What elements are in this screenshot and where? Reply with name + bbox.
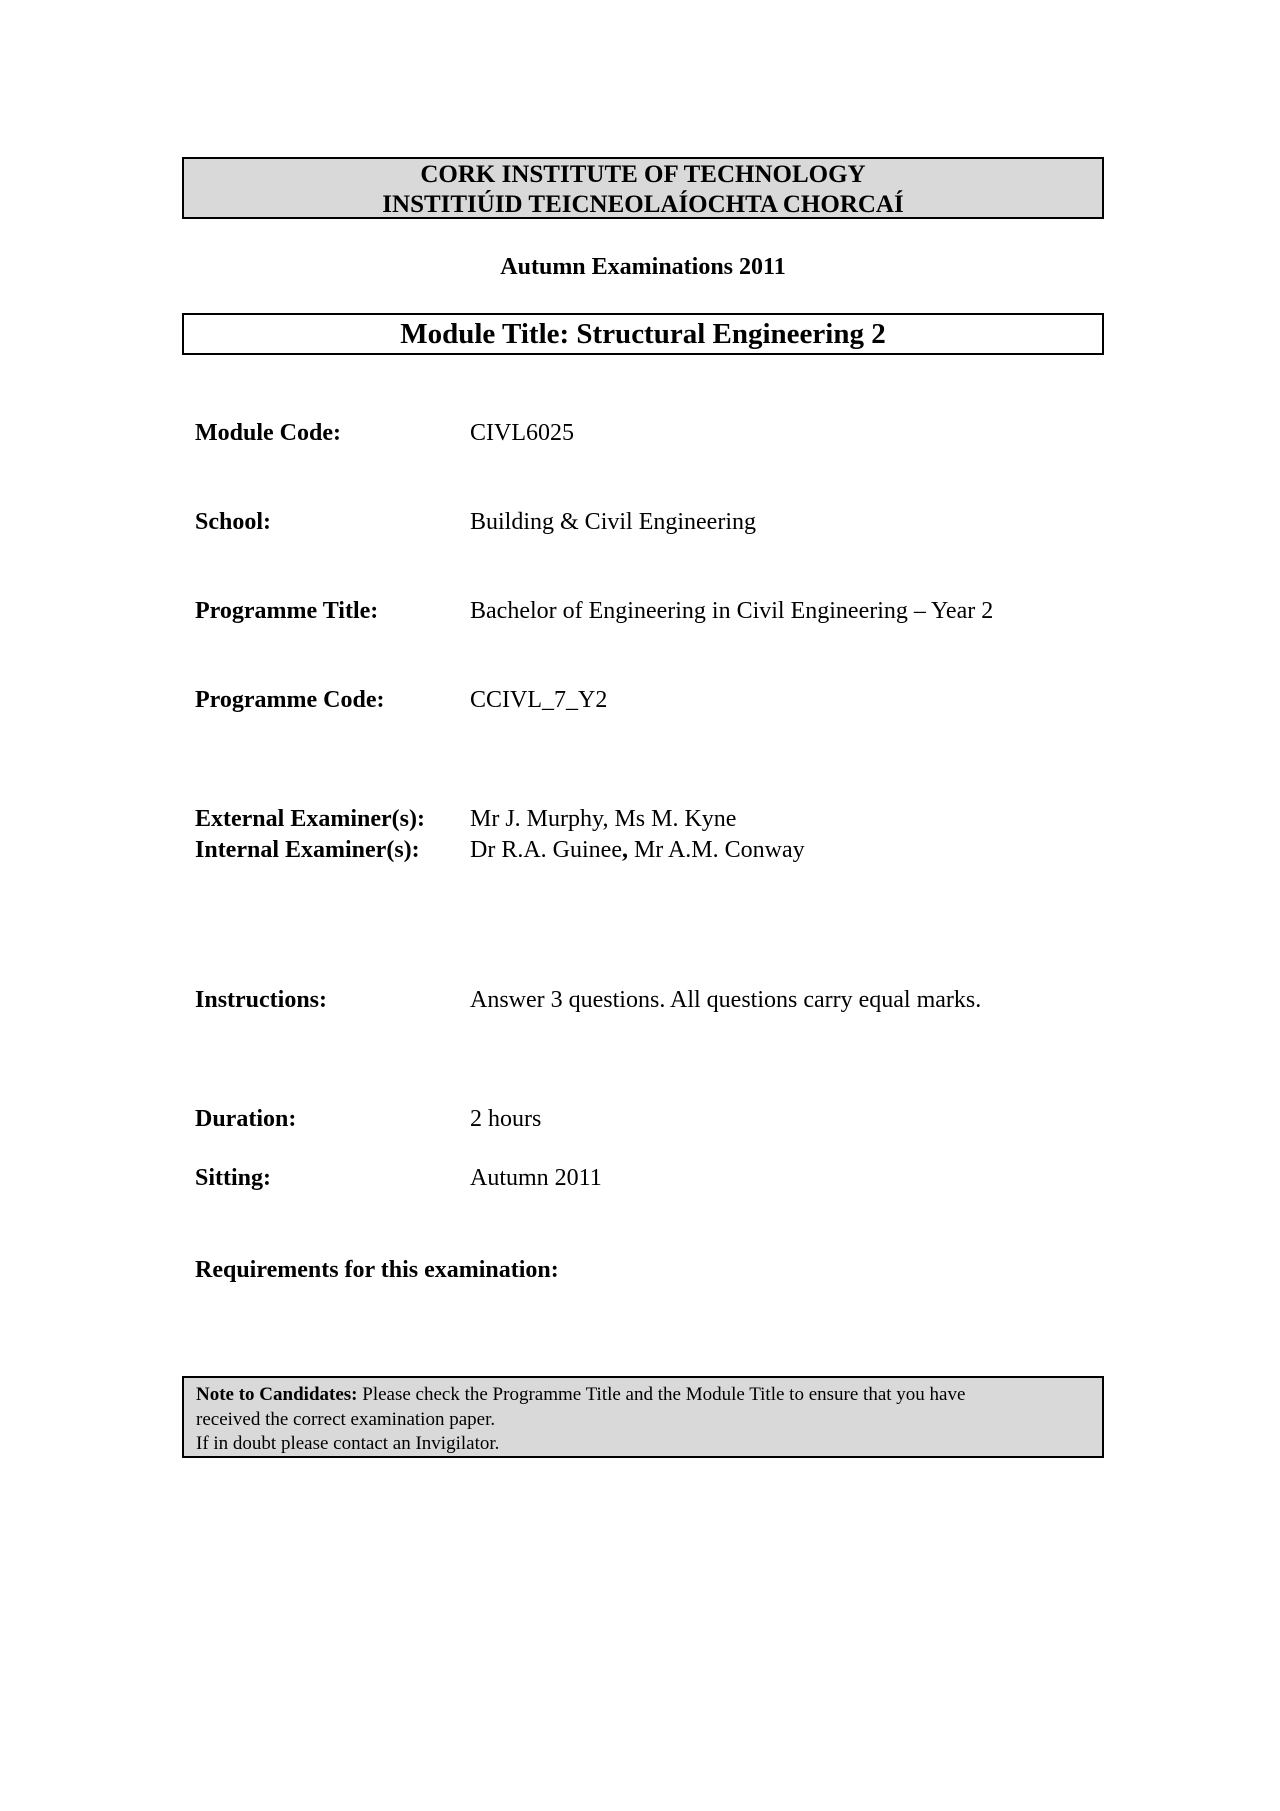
note-line-1 — [196, 1383, 1090, 1408]
internal-examiner-separator: , — [621, 837, 628, 863]
module-code-label: Module Code: — [195, 420, 341, 446]
institution-name-irish: INSTITIÚID TEICNEOLAÍOCHTA CHORCAÍ — [382, 191, 904, 218]
school-value: Building & Civil Engineering — [470, 509, 756, 535]
programme-title-label: Programme Title: — [195, 598, 379, 624]
requirements-heading: Requirements for this examination: — [195, 1257, 559, 1283]
internal-examiners-label: Internal Examiner(s): — [195, 837, 420, 863]
external-examiners-label: External Examiner(s): — [195, 806, 425, 832]
sitting-label: Sitting: — [195, 1165, 272, 1191]
school-label: School: — [195, 509, 272, 535]
institution-header — [182, 157, 1104, 219]
internal-examiners-value — [470, 835, 805, 866]
module-code-value: CIVL6025 — [470, 420, 574, 446]
institution-name-english: CORK INSTITUTE OF TECHNOLOGY — [420, 161, 866, 188]
note-line-1-text: Please check the Programme Title and the Module Title to ensure that you have — [357, 1384, 966, 1405]
note-to-candidates-box — [182, 1376, 1104, 1458]
external-examiners-value: Mr J. Murphy, Ms M. Kyne — [470, 806, 737, 832]
sitting-value: Autumn 2011 — [470, 1165, 602, 1191]
programme-title-value: Bachelor of Engineering in Civil Engineering – Year 2 — [470, 598, 994, 624]
programme-code-label: Programme Code: — [195, 687, 385, 713]
duration-label: Duration: — [195, 1106, 297, 1132]
instructions-value: Answer 3 questions. All questions carry equal marks. — [470, 987, 982, 1013]
internal-examiner-second: Mr A.M. Conway — [627, 837, 805, 863]
note-line-3: If in doubt please contact an Invigilator. — [196, 1433, 500, 1454]
duration-value: 2 hours — [470, 1106, 542, 1132]
note-line-2: received the correct examination paper. — [196, 1408, 496, 1430]
note-lead: Note to Candidates: — [196, 1384, 358, 1405]
module-title: Module Title: Structural Engineering 2 — [400, 318, 886, 350]
internal-examiner-first: Dr R.A. Guinee — [470, 837, 622, 863]
programme-code-value: CCIVL_7_Y2 — [470, 687, 608, 713]
instructions-label: Instructions: — [195, 987, 328, 1013]
module-title-box — [182, 313, 1104, 355]
exam-session: Autumn Examinations 2011 — [500, 254, 786, 280]
